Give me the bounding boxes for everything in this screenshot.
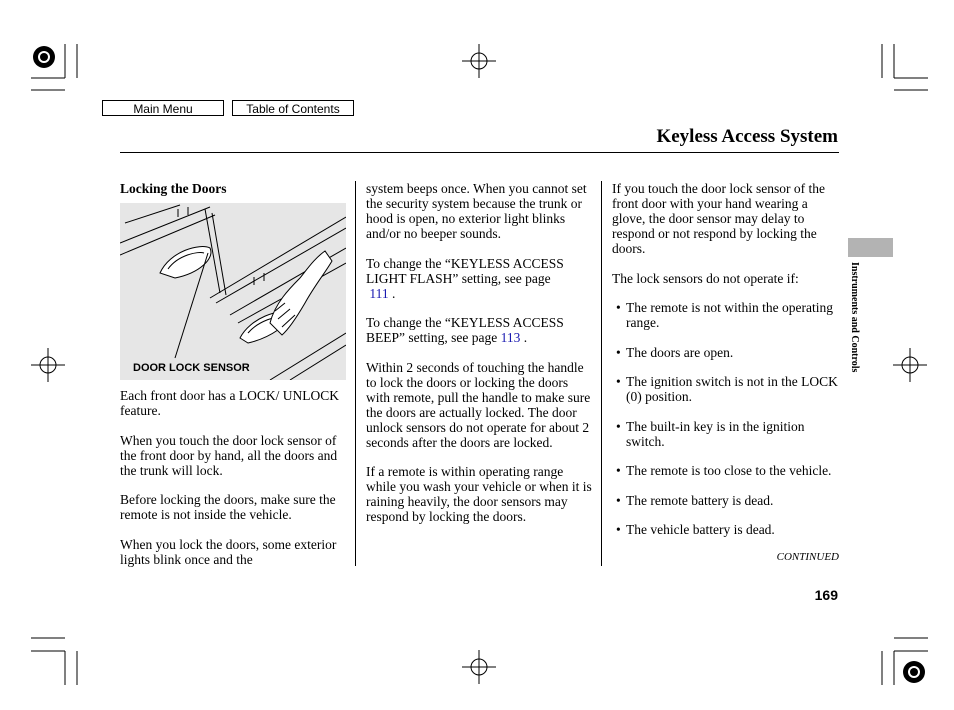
paragraph: system beeps once. When you cannot set the security system because the trunk or hood is open, no exterior light blinks and/or no beeper sounds. <box>366 181 587 241</box>
door-lock-figure <box>120 203 346 380</box>
list-item: • The vehicle battery is dead. <box>616 522 775 537</box>
page-link-111[interactable]: 111 <box>369 285 389 301</box>
paragraph: Within 2 seconds of touching the handle to lock the doors or locking the doors with remote, pull the handle to make sure the doors are actually locked. The door unlock sensors do not operate for about 2 seconds after the doors are locked. <box>366 359 591 450</box>
paragraph: To change the “KEYLESS ACCESS LIGHT FLASH” setting, see page 111 . <box>366 255 564 301</box>
header-rule <box>120 152 839 153</box>
list-item: • The ignition switch is not in the LOCK (0) position. <box>616 374 838 404</box>
door-handle-illustration <box>120 203 346 380</box>
paragraph: If a remote is within operating range while you wash your vehicle or when it is raining heavily, the door sensors may respond by locking the doors. <box>366 464 592 524</box>
main-menu-button[interactable]: Main Menu <box>102 100 224 116</box>
paragraph: To change the “KEYLESS ACCESS BEEP” setting, see page 113 . <box>366 315 564 345</box>
column-divider <box>601 181 602 566</box>
list-item: • The remote battery is dead. <box>616 492 774 508</box>
paragraph: Each front door has a LOCK/ UNLOCK feature. <box>120 388 339 418</box>
list-item: • The doors are open. <box>616 344 734 360</box>
paragraph: If you touch the door lock sensor of the front door with your hand wearing a glove, the door sensor may delay to respond or not respond by locking the doors. <box>612 181 825 256</box>
table-of-contents-button[interactable]: Table of Contents <box>232 100 354 116</box>
column-1 <box>120 181 346 196</box>
paragraph: When you lock the doors, some exterior lights blink once and the <box>120 536 337 567</box>
column-divider <box>355 181 356 566</box>
list-item: • The remote is not within the operating range. <box>616 300 833 330</box>
page-title: Keyless Access System <box>656 126 838 147</box>
paragraph: Before locking the doors, make sure the remote is not inside the vehicle. <box>120 492 336 522</box>
page-link-113[interactable]: 113 <box>500 330 521 345</box>
paragraph: When you touch the door lock sensor of the front door by hand, all the doors and the trunk will lock. <box>120 432 338 478</box>
page-number: 169 <box>814 587 838 603</box>
section-tab <box>848 238 893 257</box>
paragraph: The lock sensors do not operate if: <box>612 270 799 286</box>
continued-note: CONTINUED <box>776 551 839 563</box>
list-item: • The remote is too close to the vehicle. <box>616 463 832 478</box>
section-heading: Locking the Doors <box>120 181 227 196</box>
list-item: • The built-in key is in the ignition switch. <box>616 418 805 449</box>
bullet-list <box>612 300 842 537</box>
column-2 <box>366 181 594 539</box>
column-1-body <box>120 388 348 581</box>
column-3 <box>612 181 842 552</box>
figure-label: DOOR LOCK SENSOR <box>133 362 250 374</box>
section-label: Instruments and Controls <box>849 262 860 373</box>
